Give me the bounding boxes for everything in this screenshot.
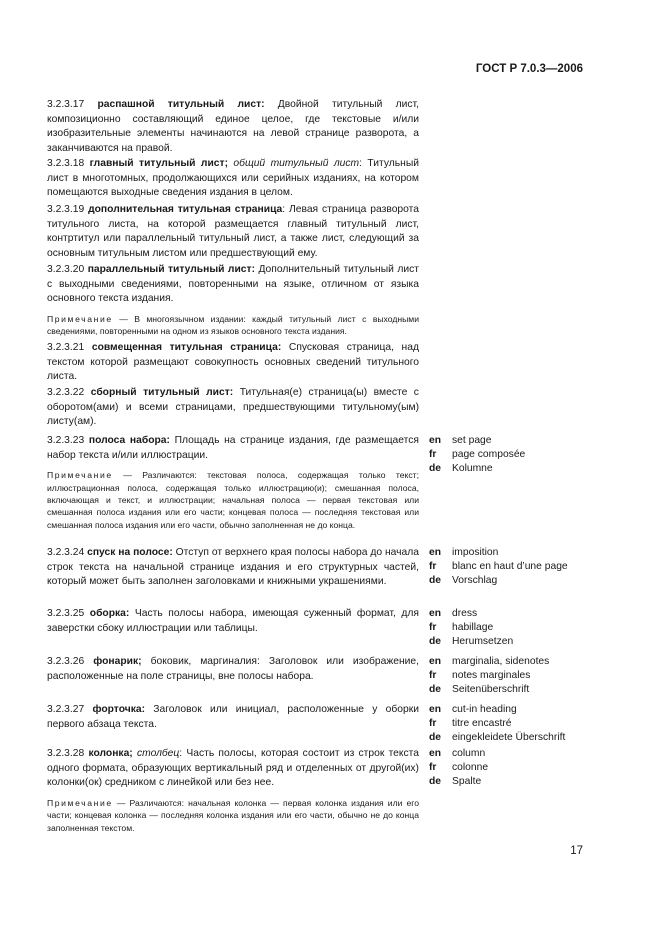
entry-definition: Часть полосы набора, имеющая суженный формат, для заверстки сбоку иллюстрации или таблицы. <box>47 608 419 634</box>
translation-term: set page <box>452 435 492 446</box>
entry-number: 3.2.3.24 <box>47 547 85 558</box>
entry-number: 3.2.3.18 <box>47 158 85 169</box>
term-entry <box>47 546 419 590</box>
lang-code: fr <box>429 670 437 682</box>
entry-definition: : Левая страница разворота титульного листа, на которой размещается главный титульный лист, контртитул или параллельный титульный лист, а также лист, следующий за основным титульным листом или предшествующий ему. <box>47 204 419 259</box>
entry-term: форточка: <box>92 704 146 715</box>
entry-term: совмещенная титульная страница: <box>91 342 282 353</box>
translation-row <box>429 462 525 476</box>
note-label: Примечание <box>47 797 113 808</box>
translation-term: notes marginales <box>452 670 531 682</box>
entry-number: 3.2.3.23 <box>47 435 85 446</box>
entry-definition: Дополнительный титульный лист с выходными сведениями, повторенными на языке, отличном от языка основного текста издания. <box>47 264 419 305</box>
translation-term: titre encastré <box>452 718 512 730</box>
translation-term: page composée <box>452 449 526 461</box>
term-entry <box>47 341 419 385</box>
entry-definition: Площадь на странице издания, где размещается набор текста и/или иллюстрации. <box>47 435 419 461</box>
lang-code: fr <box>429 718 437 730</box>
term-entry <box>47 703 419 732</box>
lang-code: en <box>429 547 442 558</box>
translation-row <box>429 775 488 789</box>
entry-definition: : Часть полосы, которая состоит из строк текста одного формата, образующих вертикальный ряд и отделенных от другой(их) колонки(ок) средником с линейкой или без нее. <box>47 748 419 789</box>
translation-term: colonne <box>452 762 489 774</box>
translation-term: column <box>452 748 486 759</box>
lang-code: de <box>429 463 442 475</box>
entry-synonym: общий титульный лист <box>233 158 360 169</box>
entry-definition: боковик, маргиналия: Заголовок или изображение, расположенные на поле страницы, вне полосы набора. <box>47 656 419 682</box>
entry-term: оборка: <box>89 608 130 619</box>
translation-term: Seitenüberschrift <box>452 684 530 696</box>
entry-number: 3.2.3.21 <box>47 342 85 353</box>
translation-row <box>429 546 568 560</box>
translations-block <box>429 434 525 477</box>
lang-code: de <box>429 776 442 788</box>
translation-term: Kolumne <box>452 463 493 475</box>
translation-term: Spalte <box>452 776 482 788</box>
translations-block <box>429 747 488 790</box>
entry-definition: Двойной титульный лист, композиционно составляющий единое целое, где текстовые и/или изобразительные элементы начинаются на левой странице разворота, а заканчиваются на правой. <box>47 99 419 154</box>
translation-term: Herumsetzen <box>452 636 514 648</box>
term-entry <box>47 386 419 430</box>
term-entry <box>47 98 419 156</box>
note-label: Примечание <box>47 470 113 481</box>
entry-number: 3.2.3.26 <box>47 656 85 667</box>
translation-row <box>429 434 525 448</box>
entry-term: главный титульный лист; <box>89 158 228 169</box>
translation-term: blanc en haut d’une page <box>452 561 568 573</box>
lang-code: fr <box>429 561 437 573</box>
lang-code: en <box>429 656 442 667</box>
translation-row <box>429 717 565 731</box>
lang-code: de <box>429 636 442 648</box>
translation-row <box>429 635 513 649</box>
translation-row <box>429 560 568 574</box>
term-entry <box>47 203 419 261</box>
translation-row <box>429 574 568 588</box>
entry-synonym: столбец <box>136 748 180 759</box>
entry-number: 3.2.3.28 <box>47 748 85 759</box>
translation-term: dress <box>452 608 478 619</box>
translation-row <box>429 448 525 462</box>
entry-number: 3.2.3.17 <box>47 99 85 110</box>
translations-block <box>429 703 565 746</box>
entry-number: 3.2.3.27 <box>47 704 85 715</box>
lang-code: fr <box>429 762 437 774</box>
translation-row <box>429 747 488 761</box>
note-text: — В многоязычном издании: каждый титульный лист с выходными сведениями, повторенными на одном из языков основного текста издания. <box>47 313 419 337</box>
translation-term: habillage <box>452 622 494 634</box>
entry-term: полоса набора: <box>88 435 170 446</box>
entry-term: спуск на полосе: <box>87 547 173 558</box>
translation-row <box>429 621 513 635</box>
entry-term: параллельный титульный лист: <box>87 264 255 275</box>
translation-row <box>429 607 513 621</box>
lang-code: en <box>429 748 442 759</box>
term-entry <box>47 263 419 338</box>
translation-term: imposition <box>452 547 499 558</box>
entry-definition: Отступ от верхнего края полосы набора до начала строк текста на начальной странице издания и его структурных частей, который может быть заполнен заголовками и книжными украшениями. <box>47 547 419 588</box>
entry-definition: Титульная(е) страница(ы) вместе с оборотом(ами) и всеми страницами, предшествующими титульному(ым) листу(ам). <box>47 387 419 428</box>
entry-term: сборный титульный лист: <box>90 387 234 398</box>
term-entry <box>47 434 419 531</box>
lang-code: en <box>429 704 442 715</box>
translation-row <box>429 683 549 697</box>
note-text: — Различаются: начальная колонка — первая колонка издания или его части; концевая колонка — последняя колонка издания или его части, обычно не до конца заполненная текстом. <box>47 797 419 833</box>
term-entry <box>47 607 419 636</box>
lang-code: en <box>429 435 442 446</box>
entry-term: фонарик; <box>93 656 142 667</box>
lang-code: fr <box>429 622 437 634</box>
translation-term: Vorschlag <box>452 575 498 587</box>
note-label: Примечание <box>47 313 113 324</box>
entry-number: 3.2.3.20 <box>47 264 85 275</box>
page-number: 17 <box>570 845 583 857</box>
term-entry <box>47 157 419 201</box>
term-entry <box>47 655 419 684</box>
entry-term: колонка; <box>88 748 133 759</box>
entry-note <box>47 797 419 834</box>
translation-term: marginalia, sidenotes <box>452 656 550 667</box>
term-entry <box>47 747 419 834</box>
lang-code: fr <box>429 449 437 461</box>
translation-row <box>429 731 565 745</box>
entry-definition: Спусковая страница, над текстом которой размещают совокупность основных сведений титульного листа. <box>47 342 419 383</box>
document-header: ГОСТ Р 7.0.3—2006 <box>475 63 583 75</box>
entry-note <box>47 469 419 531</box>
lang-code: de <box>429 732 442 744</box>
translations-block <box>429 546 568 589</box>
note-text: — Различаются: текстовая полоса, содержащая только текст; иллюстрационная полоса, содержащая только иллюстрацию(и); смешанная полоса, включающая и текст, и иллюстрации; начальная полоса — первая текстовая или смешанная полоса издания или его части; концевая полоса — последняя текстовая или смешанная полоса издания или его части, обычно заполненная не до конца. <box>47 470 419 530</box>
translations-block <box>429 607 513 650</box>
entry-number: 3.2.3.22 <box>47 387 85 398</box>
translation-term: cut-in heading <box>452 704 517 715</box>
translation-term: eingekleidete Überschrift <box>452 732 566 744</box>
entry-definition: Заголовок или инициал, расположенные у оборки первого абзаца текста. <box>47 704 419 730</box>
entry-definition: : Титульный лист в многотомных, продолжающихся или серийных изданиях, на котором помещаются выходные сведения издания в целом. <box>47 158 419 199</box>
entry-number: 3.2.3.25 <box>47 608 85 619</box>
lang-code: de <box>429 575 442 587</box>
entry-term: распашной титульный лист: <box>97 99 265 110</box>
translation-row <box>429 703 565 717</box>
lang-code: de <box>429 684 442 696</box>
lang-code: en <box>429 608 442 619</box>
translation-row <box>429 655 549 669</box>
entry-note <box>47 313 419 338</box>
translation-row <box>429 761 488 775</box>
entry-term: дополнительная титульная страница <box>88 204 283 215</box>
translation-row <box>429 669 549 683</box>
entry-number: 3.2.3.19 <box>47 204 85 215</box>
translations-block <box>429 655 549 698</box>
